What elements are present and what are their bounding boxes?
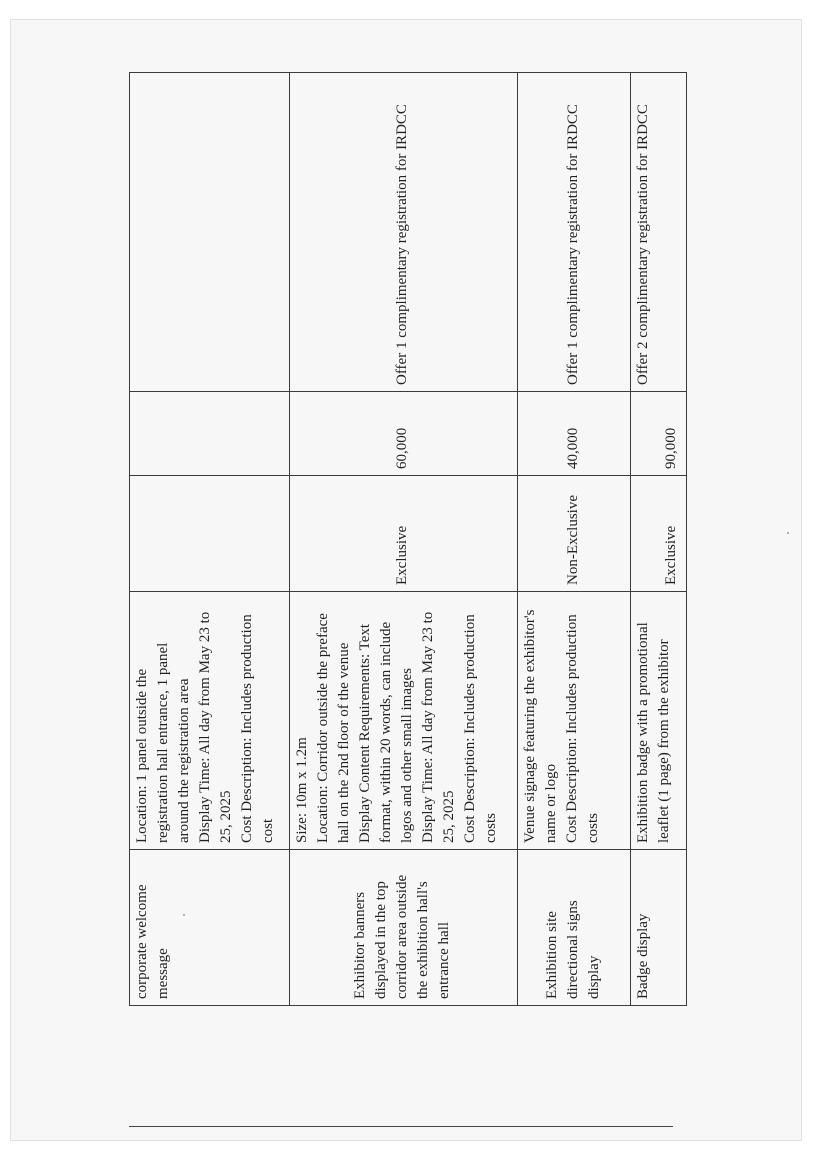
item-text: Exhibition site directional signs display [543,900,602,999]
footer-rule [129,1126,673,1127]
detail-line: Location: Corridor outside the preface hall on the 2nd floor of the venue [315,613,352,843]
scan-speck [787,532,789,534]
item-cell [518,850,631,1006]
sponsorship-table [129,72,687,1006]
detail-line: Display Time: All day from May 23 to 25, 2025 [420,611,457,843]
details-cell [518,592,631,850]
detail-line: Venue signage featuring the exhibitor's name or logo [522,609,559,843]
detail-line: Size: 10m x 1.2m [294,737,310,843]
detail-line: Exhibition badge with a promotional leaflet (1 page) from the exhibitor [635,622,672,843]
detail-line: Location: 1 panel outside the registration hall entrance, 1 panel around the registration area [134,642,192,843]
benefit-cell [631,73,687,392]
sponsorship-table-wrapper [129,73,686,1006]
table-row [518,73,631,1006]
price-cell [130,392,290,476]
exclusivity-cell [130,476,290,592]
price-cell [518,392,631,476]
price-text: 90,000 [663,427,679,469]
table-row [290,73,518,1006]
document-page [10,19,802,1141]
detail-line: Display Time: All day from May 23 to 25, 2025 [197,611,234,843]
details-cell [290,592,518,850]
price-cell [631,392,687,476]
benefit-text: Offer 2 complimentary registration for IRDCC [635,104,651,385]
exclusivity-cell [631,476,687,592]
benefit-cell [518,73,631,392]
details-cell [631,592,687,850]
item-text: corporate welcome message [134,884,171,999]
price-text: 60,000 [394,427,410,469]
exclusivity-text: Exclusive [663,525,679,585]
exclusivity-cell [290,476,518,592]
table-row [130,73,290,1006]
price-text: 40,000 [564,427,581,469]
item-text: Badge display [635,913,651,999]
detail-line: Cost Description: Includes production cost [239,614,276,843]
price-cell [290,392,518,476]
detail-line: Cost Description: Includes production costs [462,614,499,843]
item-cell [631,850,687,1006]
benefit-cell [130,73,290,392]
rotated-table-region [129,73,686,1006]
item-cell [130,850,290,1006]
detail-line: Cost Description: Includes production costs [564,614,601,843]
benefit-cell [290,73,518,392]
exclusivity-text: Non-Exclusive [564,495,581,585]
table-row [631,73,687,1006]
item-cell [290,850,518,1006]
detail-line: Display Content Requirements: Text format, within 20 words, can include logos and other small images [357,621,415,843]
details-cell [130,592,290,850]
exclusivity-text: Exclusive [394,525,410,585]
benefit-text: Offer 1 complimentary registration for IRDCC [394,104,410,385]
scan-speck [183,914,185,916]
item-text: Exhibitor banners displayed in the top corridor area outside the exhibition hall's entrance hall [352,874,452,999]
benefit-text: Offer 1 complimentary registration for IRDCC [564,104,581,385]
exclusivity-cell [518,476,631,592]
